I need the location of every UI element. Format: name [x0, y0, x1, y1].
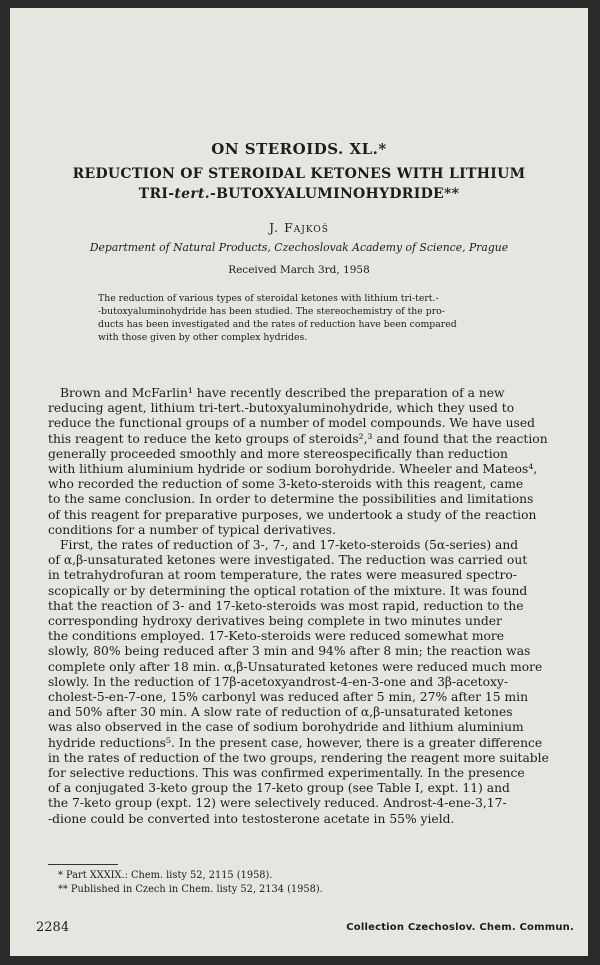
abstract-line: with those given by other complex hydrides. [98, 332, 308, 343]
body-line: the conditions employed. 17-Keto-steroids were reduced somewhat more [48, 629, 505, 644]
body-line: generally proceeded smoothly and more stereospecifically than reduction [48, 446, 508, 461]
body-line: slowly, 80% being reduced after 3 min and 94% after 8 min; the reaction was [48, 644, 531, 659]
body-line: for selective reductions. This was confirmed experimentally. In the presence [48, 766, 525, 781]
body-line: conditions for a number of typical derivatives. [48, 522, 337, 537]
body-line: complete only after 18 min. α,β-Unsaturated ketones were reduced much more [48, 659, 543, 674]
article-title-line2 [10, 186, 588, 202]
body-line: reduce the functional groups of a number of model compounds. We have used [48, 416, 535, 431]
page-number: 2284 [36, 920, 70, 935]
body-line: scopically or by determining the optical rotation of the mixture. It was found [48, 583, 528, 598]
abstract-line: -butoxyaluminohydride has been studied. The stereochemistry of the pro- [98, 306, 445, 317]
paper-page [10, 8, 588, 956]
body-line: in tetrahydrofuran at room temperature, the rates were measured spectro- [48, 568, 517, 583]
body-line: with lithium aluminium hydride or sodium borohydride. Wheeler and Mateos⁴, [48, 462, 538, 477]
body-line: First, the rates of reduction of 3-, 7-, and 17-keto-steroids (5α-series) and [60, 538, 519, 553]
abstract-line: The reduction of various types of steroidal ketones with lithium tri-tert.- [98, 293, 439, 304]
body-line: of a conjugated 3-keto group the 17-keto group (see Table I, expt. 11) and [48, 781, 510, 796]
body-line: -dione could be converted into testosterone acetate in 55% yield. [48, 811, 455, 826]
article-title-line1: REDUCTION OF STEROIDAL KETONES WITH LITHIUM [72, 166, 526, 182]
body-line: in the rates of reduction of the two groups, rendering the reagent more suitable [48, 750, 549, 765]
body-line: hydride reductions⁵. In the present case, however, there is a greater difference [48, 735, 543, 750]
body-line: reducing agent, lithium tri-tert.-butoxyaluminohydride, which they used to [48, 401, 515, 416]
body-line: who recorded the reduction of some 3-keto-steroids with this reagent, came [48, 477, 524, 492]
footnote: ** Published in Czech in Chem. listy 52, 2134 (1958). [58, 884, 323, 895]
author-name: J. Fajkoš [269, 220, 329, 235]
body-line: corresponding hydroxy derivatives being complete in two minutes under [48, 614, 502, 629]
body-line: that the reaction of 3- and 17-keto-steroids was most rapid, reduction to the [48, 598, 524, 613]
body-line: of α,β-unsaturated ketones were investigated. The reduction was carried out [48, 553, 528, 568]
title-suffix: -BUTOXYALUMINOHYDRIDE** [209, 186, 460, 202]
title-prefix: TRI- [138, 186, 175, 202]
body-line: cholest-5-en-7-one, 15% carbonyl was reduced after 5 min, 27% after 15 min [48, 690, 528, 705]
body-text [48, 386, 582, 827]
journal-name: Collection Czechoslov. Chem. Commun. [346, 922, 574, 933]
body-line: slowly. In the reduction of 17β-acetoxyandrost-4-en-3-one and 3β-acetoxy- [48, 674, 509, 689]
author-affiliation: Department of Natural Products, Czechoslovak Academy of Science, Prague [89, 241, 509, 254]
body-line: this reagent to reduce the keto groups of steroids²,³ and found that the reaction [48, 431, 548, 446]
series-title: ON STEROIDS. XL.* [211, 140, 387, 158]
footnote-divider [48, 864, 118, 865]
body-line: and 50% after 30 min. A slow rate of reduction of α,β-unsaturated ketones [48, 705, 513, 720]
received-date: Received March 3rd, 1958 [228, 264, 370, 276]
body-line: was also observed in the case of sodium borohydride and lithium aluminium [48, 720, 524, 735]
body-line: the 7-keto group (expt. 12) were selectively reduced. Androst-4-ene-3,17- [48, 796, 507, 811]
body-line: to the same conclusion. In order to determine the possibilities and limitations [48, 492, 534, 507]
abstract [98, 292, 514, 344]
footnote: * Part XXXIX.: Chem. listy 52, 2115 (1958). [58, 870, 273, 881]
title-italic: tert. [174, 186, 210, 202]
abstract-line: ducts has been investigated and the rates of reduction have been compared [98, 319, 457, 330]
body-line: of this reagent for preparative purposes, we undertook a study of the reaction [48, 507, 537, 522]
body-line: Brown and McFarlin¹ have recently described the preparation of a new [60, 386, 505, 400]
